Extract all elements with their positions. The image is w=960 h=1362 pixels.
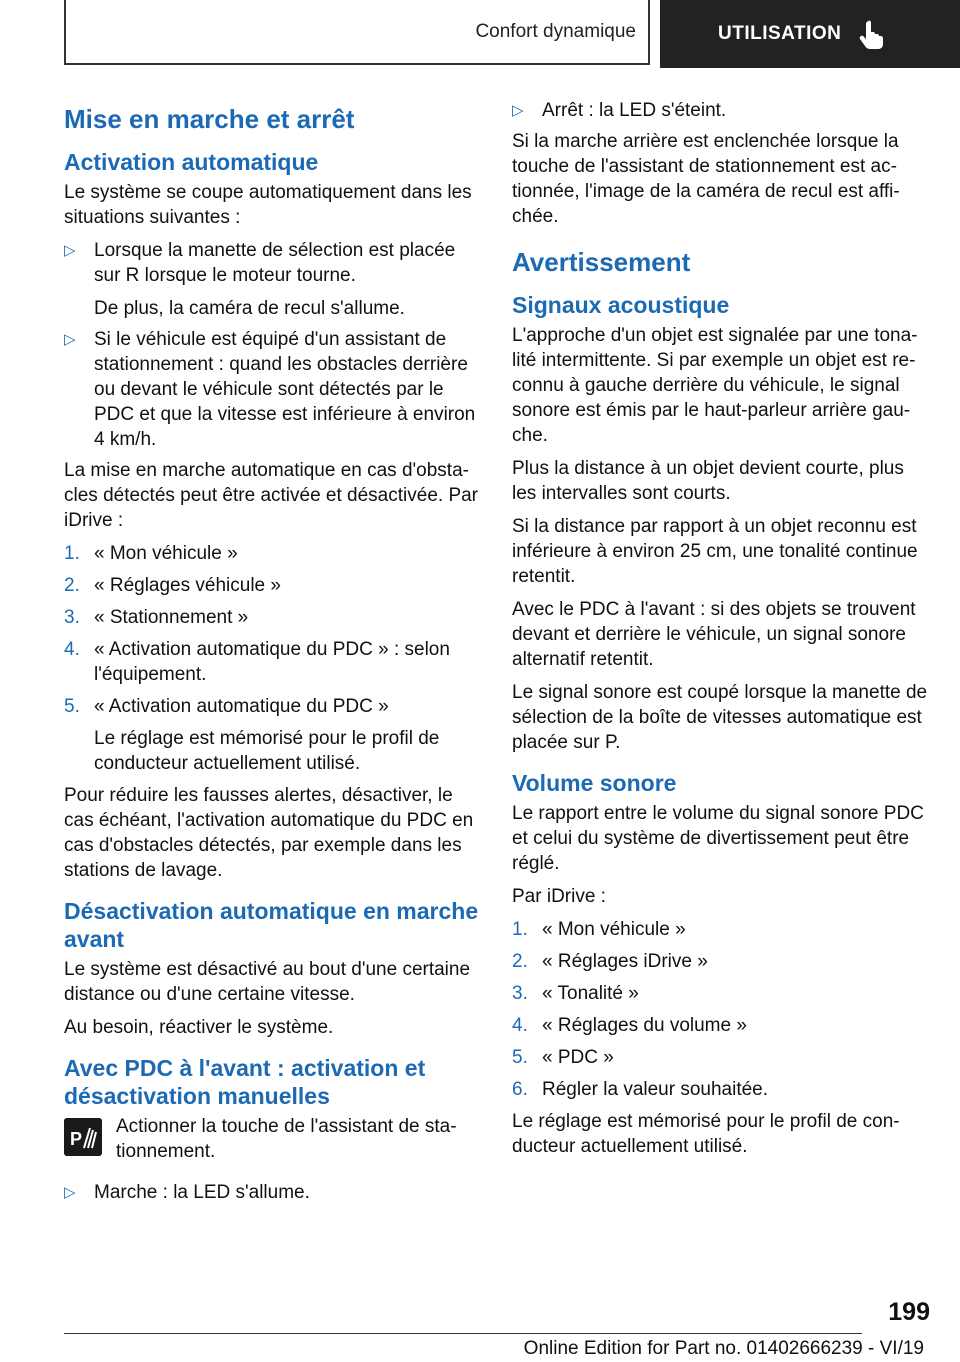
step-number: 6.: [512, 1079, 528, 1100]
volume-text-1: Le rapport entre le volume du signal sonore PDC et celui du système de divertissement peut être réglé.: [512, 803, 924, 874]
warning-title: Avertissement: [512, 247, 691, 277]
step-item: [512, 981, 930, 1006]
pointing-hand-icon: [859, 19, 885, 49]
triangle-bullet-icon: ▷: [64, 1184, 76, 1201]
step-number: 2.: [512, 951, 528, 972]
left-column: [64, 98, 482, 1211]
step-subtext: Le réglage est mémorisé pour le profil de conducteur actuellement utilisé.: [94, 728, 440, 774]
step-number: 4.: [512, 1015, 528, 1036]
right-column: [512, 98, 930, 1167]
step-item: [512, 1077, 930, 1102]
bullet-text: Si le véhicule est équipé d'un assistant de stationnement : quand les obstacles derrière ou devant le véhicule sont détectés par le PDC et que la vitesse est inférieure à environ 4 km/h.: [94, 329, 476, 450]
page-number: 199: [888, 1298, 930, 1326]
auto-intro-text: Le système se coupe automatiquement dans les situations suivantes :: [64, 182, 472, 228]
step-item: [64, 573, 482, 598]
step-number: 2.: [64, 575, 80, 596]
step-item: [512, 917, 930, 942]
list-item: [64, 1180, 482, 1205]
manual-icon-text: Actionner la touche de l'assistant de sta‐tionnement.: [116, 1116, 457, 1162]
step-item: [64, 694, 482, 776]
step-item: [512, 1045, 930, 1070]
step-number: 1.: [512, 919, 528, 940]
step-number: 5.: [64, 696, 80, 717]
step-number: 5.: [512, 1047, 528, 1068]
step-item: [512, 1013, 930, 1038]
signals-text-5: Le signal sonore est coupé lorsque la manette de sélection de la boîte de vitesses automatique est placée sur P.: [512, 682, 928, 753]
step-number: 4.: [64, 639, 80, 660]
step-item: [64, 637, 482, 687]
parking-assistant-button-icon: [64, 1118, 102, 1156]
deactivation-text-2: Au besoin, réactiver le système.: [64, 1017, 334, 1038]
step-text: « Réglages véhicule »: [94, 575, 281, 596]
triangle-bullet-icon: ▷: [512, 102, 524, 119]
volume-heading: Volume sonore: [512, 770, 677, 796]
triangle-bullet-icon: ▷: [64, 331, 76, 348]
edition-text: Online Edition for Part no. 01402666239 - VI/19: [523, 1338, 924, 1359]
footer-edition: [0, 1338, 924, 1360]
header-rule-bottom: [64, 63, 650, 65]
list-item: [64, 327, 482, 452]
reverse-camera-text: Si la marche arrière est enclenchée lorsque la touche de l'assistant de stationnement est ac‐tionnée, l'image de la caméra de recul est affi‐chée.: [512, 131, 900, 227]
volume-text-2: Par iDrive :: [512, 886, 606, 907]
step-text: « Tonalité »: [542, 983, 639, 1004]
step-text: « Réglages du volume »: [542, 1015, 747, 1036]
svg-text:P: P: [70, 1129, 83, 1149]
list-item: [512, 98, 930, 123]
volume-text-3: Le réglage est mémorisé pour le profil de con‐ducteur actuellement utilisé.: [512, 1111, 900, 1157]
bullet-text: Arrêt : la LED s'éteint.: [542, 100, 727, 121]
triangle-bullet-icon: ▷: [64, 242, 76, 259]
step-number: 1.: [64, 543, 80, 564]
signals-text-1: L'approche d'un objet est signalée par une tona‐lité intermittente. Si par exemple un objet est re‐connu à gauche derrière du véhicule, le signal sonore est émis par le haut-parleur arrière gau‐che.: [512, 325, 918, 446]
step-text: « Activation automatique du PDC »: [94, 696, 389, 717]
step-number: 3.: [512, 983, 528, 1004]
list-item: [64, 238, 482, 321]
acoustic-signals-heading: Signaux acoustique: [512, 292, 730, 318]
manual-heading: Avec PDC à l'avant : activation et désactivation manuelles: [64, 1055, 426, 1109]
step-text: « Stationnement »: [94, 607, 249, 628]
manual-instruction: [64, 1114, 482, 1164]
signals-text-4: Avec le PDC à l'avant : si des objets se trouvent devant et derrière le véhicule, un signal sonore alternatif retentit.: [512, 599, 916, 670]
auto-activation-heading: Activation automatique: [64, 149, 319, 175]
bullet-text: Marche : la LED s'allume.: [94, 1182, 310, 1203]
auto-text-2: La mise en marche automatique en cas d'obsta‐cles détectés peut être activée et désactivée. Par iDrive :: [64, 460, 479, 531]
auto-text-3: Pour réduire les fausses alertes, désactiver, le cas échéant, l'activation automatique du PDC en cas d'obstacles détectés, par exemple dans les stations de lavage.: [64, 785, 474, 881]
signals-text-2: Plus la distance à un objet devient courte, plus les intervalles sont courts.: [512, 458, 904, 504]
step-number: 3.: [64, 607, 80, 628]
signals-text-3: Si la distance par rapport à un objet reconnu est inférieure à environ 25 cm, une tonalité continue retentit.: [512, 516, 918, 587]
step-text: Régler la valeur souhaitée.: [542, 1079, 769, 1100]
step-item: [512, 949, 930, 974]
step-text: « Réglages iDrive »: [542, 951, 708, 972]
deactivation-text-1: Le système est désactivé au bout d'une certaine distance ou d'une certaine vitesse.: [64, 959, 471, 1005]
chapter-tab[interactable]: [660, 0, 960, 68]
step-text: « Mon véhicule »: [542, 919, 686, 940]
bullet-text: Lorsque la manette de sélection est placée sur R lorsque le moteur tourne.: [94, 240, 456, 286]
section-title: Confort dynamique: [475, 20, 636, 42]
page-title: Mise en marche et arrêt: [64, 104, 355, 134]
step-text: « Mon véhicule »: [94, 543, 238, 564]
step-text: « PDC »: [542, 1047, 614, 1068]
step-text: « Activation automatique du PDC » : selon l'équipement.: [94, 639, 450, 685]
deactivation-heading: Désactivation automatique en marche avant: [64, 898, 479, 952]
step-item: [64, 605, 482, 630]
footer-rule: [64, 1333, 862, 1334]
step-item: [64, 541, 482, 566]
bullet-subtext: De plus, la caméra de recul s'allume.: [94, 298, 405, 319]
chapter-title: UTILISATION: [718, 23, 842, 44]
header-rule-right: [648, 0, 650, 64]
